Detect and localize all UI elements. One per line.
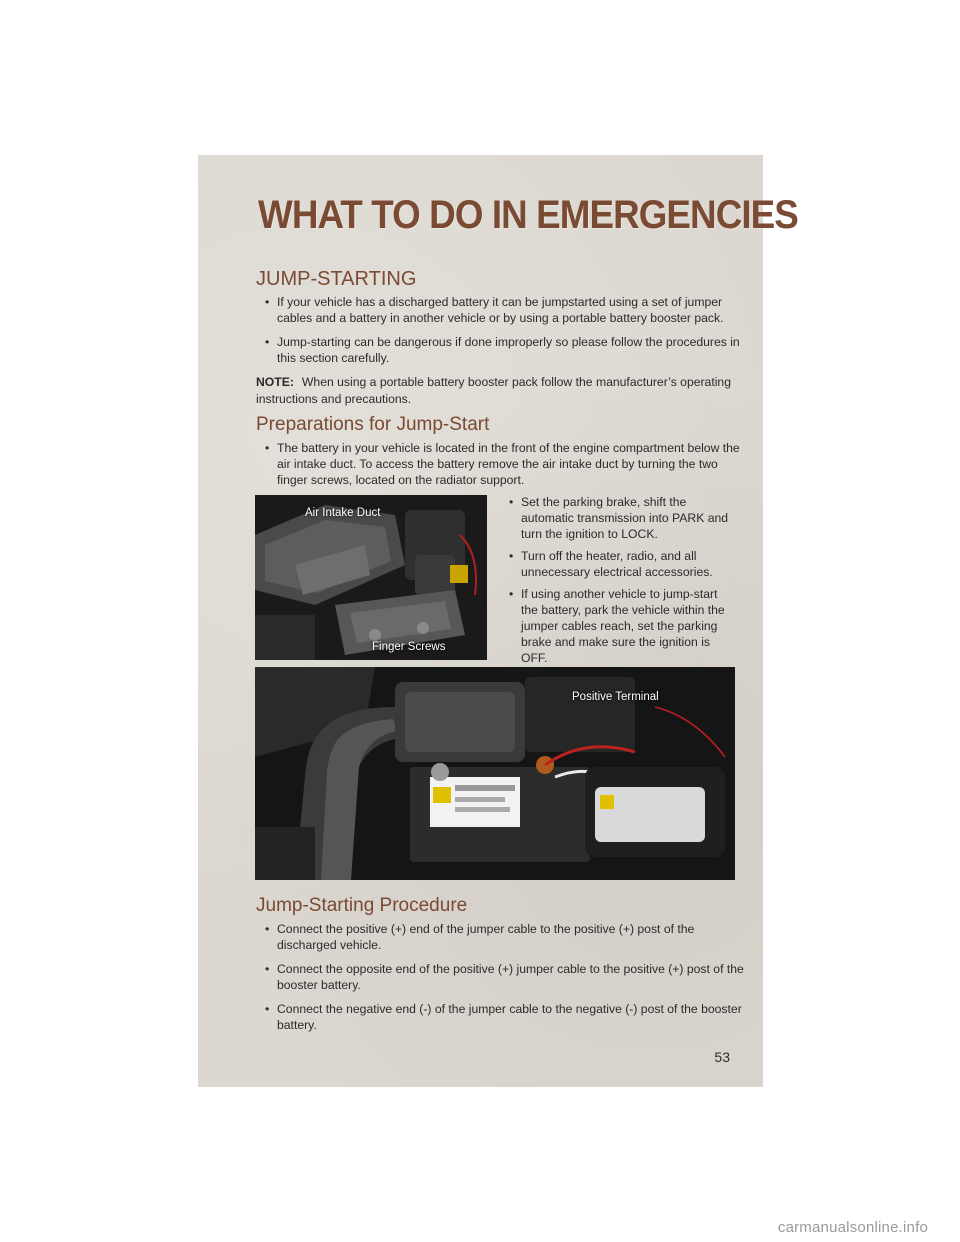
manual-page xyxy=(198,155,798,1087)
photo-label-finger-screws: Finger Screws xyxy=(372,641,446,653)
list-item: • Turn off the heater, radio, and all unnecessary electrical accessories. xyxy=(504,548,736,580)
engine-photo-battery xyxy=(255,667,735,880)
list-item: • Connect the negative end (-) of the jumper cable to the negative (-) post of the booster battery. xyxy=(260,1001,746,1033)
section-title-preparations: Preparations for Jump-Start xyxy=(256,414,490,435)
site-watermark: carmanualsonline.info xyxy=(777,1219,928,1236)
list-item: • Connect the positive (+) end of the jumper cable to the positive (+) post of the discharged vehicle. xyxy=(260,921,746,953)
engine-illustration-2 xyxy=(255,667,735,880)
section-title-jump-starting: JUMP-STARTING xyxy=(256,268,417,290)
intro-bullet-list xyxy=(260,294,746,374)
list-item: • If using another vehicle to jump-start the battery, park the vehicle within the jumper cables reach, set the parking brake and make sure the ignition is OFF. xyxy=(504,586,736,666)
note-label: NOTE: xyxy=(256,375,294,389)
list-item: • Connect the opposite end of the positive (+) jumper cable to the positive (+) post of the booster battery. xyxy=(260,961,746,993)
chapter-header: WHAT TO DO IN EMERGENCIES xyxy=(258,193,798,237)
note-text: When using a portable battery booster pack follow the manufacturer’s operating instructions and precautions. xyxy=(256,375,731,406)
section-title-procedure: Jump-Starting Procedure xyxy=(256,895,468,916)
photo-label-positive-terminal: Positive Terminal xyxy=(572,691,659,703)
photo-label-air-intake-duct: Air Intake Duct xyxy=(305,507,381,519)
procedure-bullet-list xyxy=(260,921,746,1041)
engine-photo-air-intake xyxy=(255,495,487,660)
engine-illustration-1 xyxy=(255,495,487,660)
preparations-bullet-list xyxy=(260,440,746,496)
preparations-side-bullet-list xyxy=(504,494,736,674)
list-item: • Jump-starting can be dangerous if done improperly so please follow the procedures in this section carefully. xyxy=(260,334,746,366)
list-item: • The battery in your vehicle is located in the front of the engine compartment below the air intake duct. To access the battery remove the air intake duct by turning the two finger screws, located on the radiator support. xyxy=(260,440,746,488)
list-item: • Set the parking brake, shift the automatic transmission into PARK and turn the ignition to LOCK. xyxy=(504,494,736,542)
list-item: • If your vehicle has a discharged battery it can be jumpstarted using a set of jumper cables and a battery in another vehicle or by using a portable battery booster pack. xyxy=(260,294,746,326)
note-paragraph xyxy=(256,374,736,408)
page-number: 53 xyxy=(714,1049,730,1065)
